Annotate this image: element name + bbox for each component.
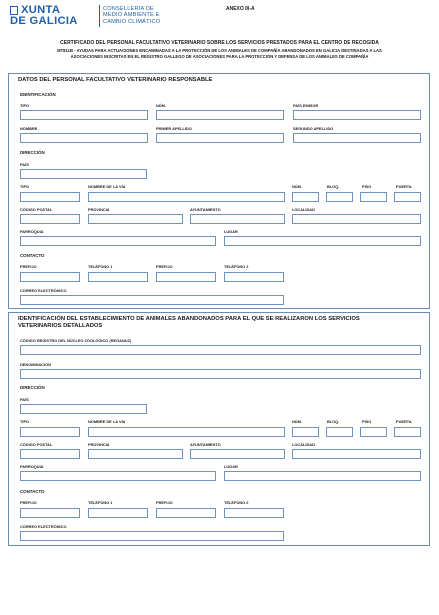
logo-wordmark-top: XUNTA [21, 4, 61, 16]
num-via-field[interactable] [292, 427, 319, 437]
subheading-identificacion: IDENTIFICACIÓN [20, 92, 56, 97]
label-puerta: PUERTA [396, 184, 412, 189]
subtitle-line: ASOCIACIONES INSCRITAS EN EL REGISTRO GALLEGO DE ASOCIACIONES PARA LA PROTECCIÓN Y DEFENSA DE LOS ANIMALES DE COMPAÑÍA [70, 53, 369, 59]
label-lugar: LUGAR [224, 229, 238, 234]
label-lugar: LUGAR [224, 464, 238, 469]
lugar-field[interactable] [224, 471, 421, 481]
label-correo: CORREO ELECTRÓNICO [20, 524, 67, 529]
logo-emblem [10, 6, 18, 15]
label-prefijo-2: PREFIJO [156, 500, 173, 505]
department-name [103, 6, 160, 25]
denominacion-field[interactable] [20, 369, 421, 379]
correo-field[interactable] [20, 295, 284, 305]
pais-field[interactable] [20, 169, 147, 179]
bloq-field[interactable] [326, 427, 353, 437]
provincia-field[interactable] [88, 449, 183, 459]
label-parroquia: PARROQUIA [20, 464, 44, 469]
document-title: CERTIFICADO DEL PERSONAL FACULTATIVO VETERINARIO SOBRE LOS SERVICIOS PRESTADOS PARA EL CENTRO DE RECOGIDA [60, 40, 379, 46]
label-piso: PISO [362, 184, 372, 189]
document-subtitle [0, 48, 439, 59]
label-pais: PAÍS [20, 397, 29, 402]
label-prefijo: PREFIJO [20, 500, 37, 505]
xunta-logo [10, 5, 170, 29]
subtitle-line: MT811B - AYUDAS PARA ACTUACIONES ENCAMINADAS A LA PROTECCIÓN DE LOS ANIMALES DE COMPAÑÍA ABANDONADOS EN GALICIA DESTINADAS A LAS [57, 48, 382, 53]
telefono-1-field[interactable] [88, 272, 148, 282]
primer-apellido-field[interactable] [156, 133, 284, 143]
parroquia-field[interactable] [20, 471, 216, 481]
pais-emisor-field[interactable] [293, 110, 421, 120]
localidad-field[interactable] [292, 449, 421, 459]
label-tipo: TIPO [20, 103, 30, 108]
anexo-label: ANEXO III-A [226, 6, 255, 12]
prefijo-2-field[interactable] [156, 508, 216, 518]
section-title [18, 316, 426, 330]
puerta-field[interactable] [394, 192, 421, 202]
correo-field[interactable] [20, 531, 284, 541]
label-telefono-2: TELÉFONO 2 [224, 500, 249, 505]
logo-divider [99, 5, 100, 27]
label-nombre-via: NOMBRE DE LA VÍA [88, 184, 126, 189]
label-puerta: PUERTA [396, 419, 412, 424]
piso-field[interactable] [360, 192, 387, 202]
label-codigo-reganuz: CÓDIGO REGISTRO DEL NÚCLEO ZOOLÓGICO (REGANUZ) [20, 338, 132, 343]
label-bloq: BLOQ. [327, 184, 340, 189]
subheading-contacto: CONTACTO [20, 253, 45, 258]
telefono-1-field[interactable] [88, 508, 148, 518]
section-title-line: IDENTIFICACIÓN DEL ESTABLECIMIENTO DE ANIMALES ABANDONADOS PARA EL QUE SE REALIZARON LOS SERVICIOS [18, 316, 360, 322]
bloq-field[interactable] [326, 192, 353, 202]
provincia-field[interactable] [88, 214, 183, 224]
parroquia-field[interactable] [20, 236, 216, 246]
puerta-field[interactable] [394, 427, 421, 437]
label-localidad: LOCALIDAD [292, 442, 315, 447]
label-num-via: NÚM. [292, 419, 302, 424]
label-telefono-2: TELÉFONO 2 [224, 264, 249, 269]
label-provincia: PROVINCIA [88, 442, 110, 447]
ayuntamiento-field[interactable] [190, 449, 285, 459]
department-line: MEDIO AMBIENTE E [103, 12, 160, 19]
tipo-via-field[interactable] [20, 192, 80, 202]
lugar-field[interactable] [224, 236, 421, 246]
nombre-via-field[interactable] [88, 427, 285, 437]
label-correo: CORREO ELECTRÓNICO [20, 288, 67, 293]
tipo-via-field[interactable] [20, 427, 80, 437]
label-prefijo-2: PREFIJO [156, 264, 173, 269]
label-pais-emisor: PAÍS EMISOR [293, 103, 319, 108]
label-bloq: BLOQ. [327, 419, 340, 424]
ayuntamiento-field[interactable] [190, 214, 285, 224]
label-parroquia: PARROQUIA [20, 229, 44, 234]
telefono-2-field[interactable] [224, 508, 284, 518]
department-line: CAMBIO CLIMÁTICO [103, 18, 161, 25]
label-denominacion: DENOMINACIÓN [20, 362, 51, 367]
nombre-field[interactable] [20, 133, 148, 143]
label-primer-apellido: PRIMER APELLIDO [156, 126, 192, 131]
label-nombre: NOMBRE [20, 126, 38, 131]
label-num-via: NÚM. [292, 184, 302, 189]
telefono-2-field[interactable] [224, 272, 284, 282]
tipo-field[interactable] [20, 110, 148, 120]
section-title: DATOS DEL PERSONAL FACULTATIVO VETERINARIO RESPONSABLE [18, 77, 213, 83]
label-ayuntamiento: AYUNTAMIENTO [190, 207, 221, 212]
piso-field[interactable] [360, 427, 387, 437]
label-localidad: LOCALIDAD [292, 207, 315, 212]
label-pais: PAÍS [20, 162, 29, 167]
codigo-postal-field[interactable] [20, 449, 80, 459]
label-provincia: PROVINCIA [88, 207, 110, 212]
label-ayuntamiento: AYUNTAMIENTO [190, 442, 221, 447]
prefijo-field[interactable] [20, 272, 80, 282]
label-num: NÚM. [156, 103, 166, 108]
label-codigo-postal: CÓDIGO POSTAL [20, 207, 53, 212]
label-segundo-apellido: SEGUNDO APELLIDO [293, 126, 334, 131]
subheading-contacto: CONTACTO [20, 489, 45, 494]
prefijo-2-field[interactable] [156, 272, 216, 282]
codigo-postal-field[interactable] [20, 214, 80, 224]
nombre-via-field[interactable] [88, 192, 285, 202]
codigo-reganuz-field[interactable] [20, 345, 421, 355]
label-prefijo: PREFIJO [20, 264, 37, 269]
department-line: CONSELLERÍA DE [103, 6, 154, 12]
prefijo-field[interactable] [20, 508, 80, 518]
logo-wordmark-bottom: DE GALICIA [10, 15, 78, 27]
subheading-direccion: DIRECCIÓN [20, 385, 45, 390]
pais-field[interactable] [20, 404, 147, 414]
label-tipo-via: TIPO [20, 184, 30, 189]
section-title-line: VETERINARIOS DETALLADOS [18, 323, 103, 329]
label-nombre-via: NOMBRE DE LA VÍA [88, 419, 126, 424]
label-tipo-via: TIPO [20, 419, 30, 424]
num-via-field[interactable] [292, 192, 319, 202]
label-telefono-1: TELÉFONO 1 [88, 264, 113, 269]
label-telefono-1: TELÉFONO 1 [88, 500, 113, 505]
label-codigo-postal: CÓDIGO POSTAL [20, 442, 53, 447]
localidad-field[interactable] [292, 214, 421, 224]
label-piso: PISO [362, 419, 372, 424]
segundo-apellido-field[interactable] [293, 133, 421, 143]
subheading-direccion: DIRECCIÓN [20, 150, 45, 155]
num-field[interactable] [156, 110, 284, 120]
